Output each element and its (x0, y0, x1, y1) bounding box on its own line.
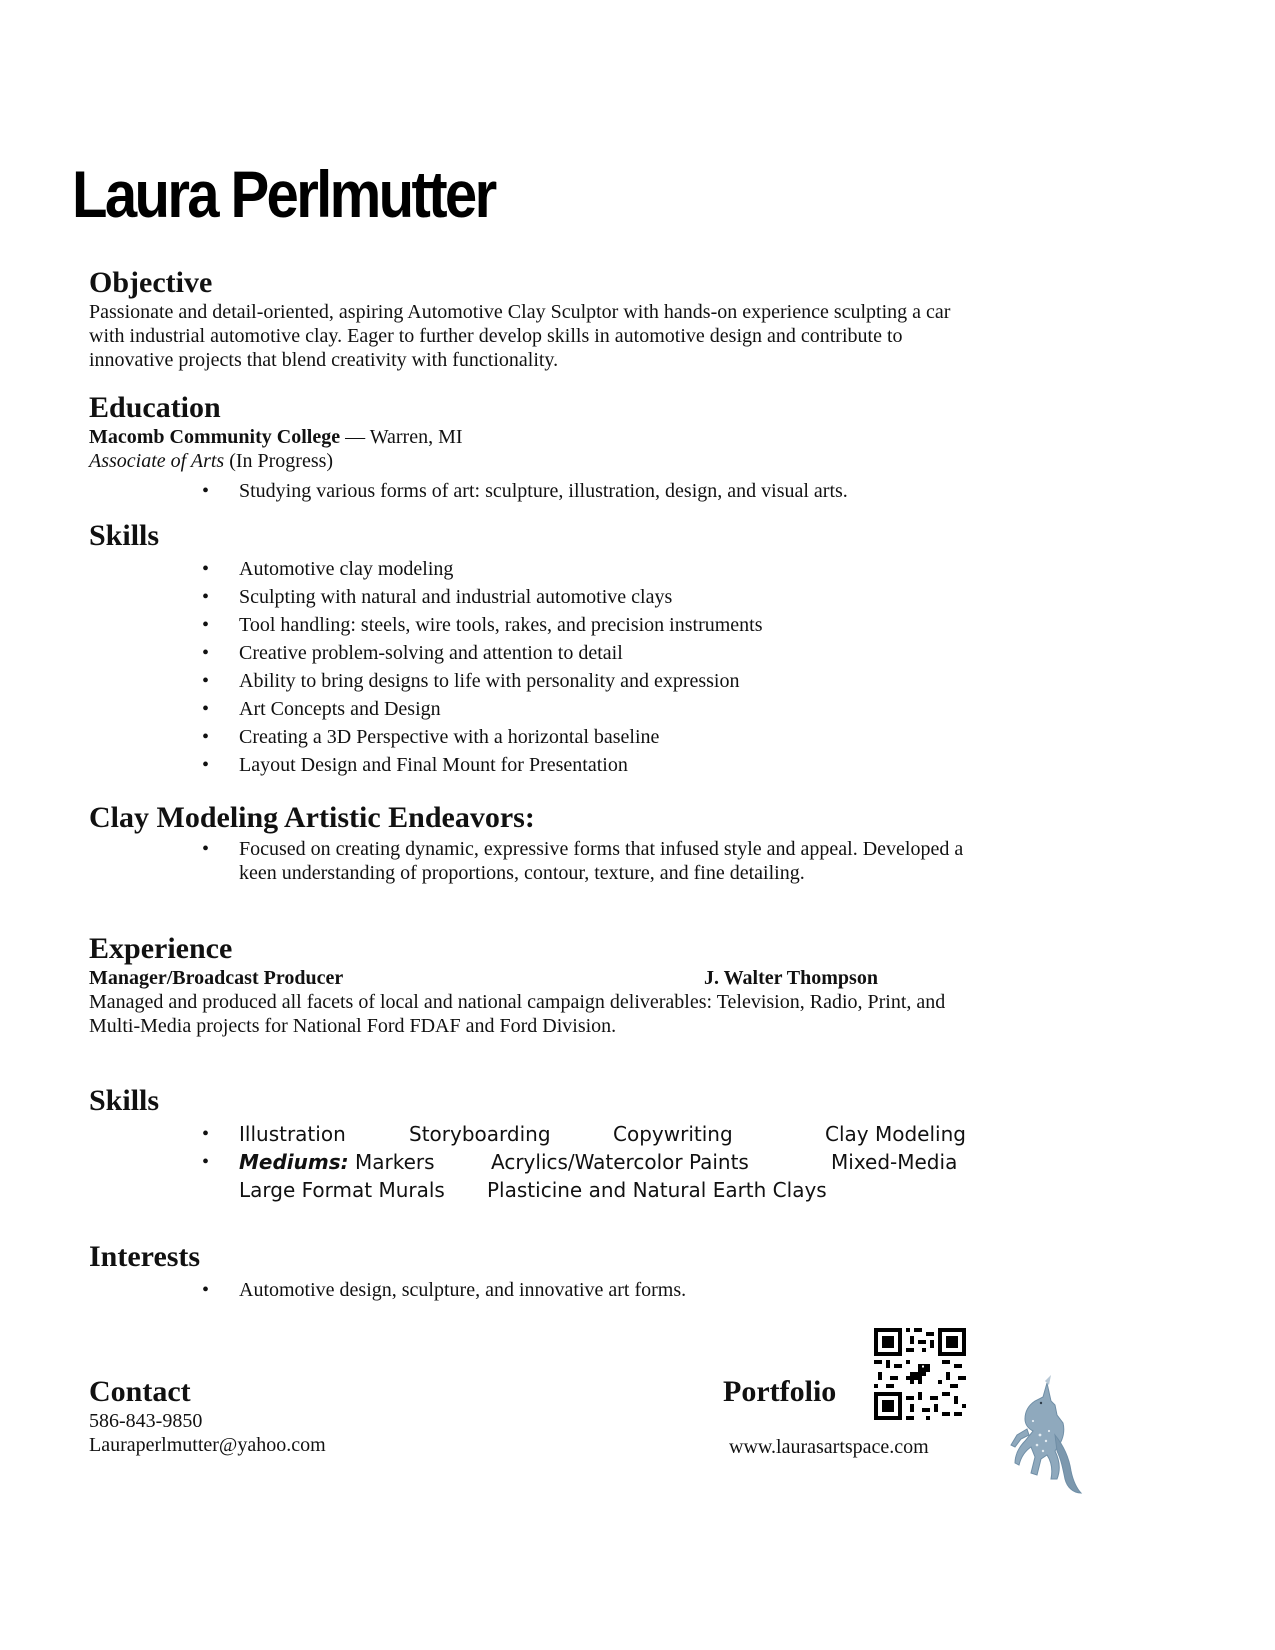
endeavors-line: keen understanding of proportions, contour, texture, and fine detailing. (239, 862, 805, 884)
experience-line: Managed and produced all facets of local and national campaign deliverables: Television, Radio, Print, and (89, 991, 946, 1013)
endeavors-list (89, 837, 1095, 885)
contact-heading: Contact (89, 1375, 191, 1408)
list-item: • Automotive design, sculpture, and innovative art forms. (89, 1276, 1095, 1304)
education-heading: Education (89, 391, 221, 424)
experience-heading: Experience (89, 932, 233, 965)
list-item: • Automotive clay modeling (89, 555, 1095, 583)
list-item: • Layout Design and Final Mount for Presentation (89, 751, 1095, 779)
education-bullets (89, 477, 1095, 505)
interests-section (89, 1240, 1095, 1304)
interests-list (89, 1276, 1095, 1304)
education-degree-line (89, 449, 1095, 473)
skill-tag: Storyboarding (409, 1122, 551, 1146)
skill-tag: Mixed-Media (831, 1150, 958, 1174)
objective-line: with industrial automotive clay. Eager to further develop skills in automotive design and contribute to (89, 325, 903, 347)
unicorn-icon (985, 1375, 1095, 1500)
endeavors-line: Focused on creating dynamic, expressive forms that infused style and appeal. Developed a (239, 838, 964, 860)
list-item: • Sculpting with natural and industrial automotive clays (89, 583, 1095, 611)
skill-tag: Clay Modeling (825, 1122, 966, 1146)
objective-line: innovative projects that blend creativity with functionality. (89, 349, 559, 371)
objective-line: Passionate and detail-oriented, aspiring Automotive Clay Sculptor with hands-on experience sculpting a car (89, 301, 951, 323)
experience-section (89, 932, 1095, 1038)
skill-tag: Markers (354, 1150, 435, 1174)
education-school-line (89, 425, 1095, 449)
list-item: • Creating a 3D Perspective with a horizontal baseline (89, 723, 1095, 751)
experience-line: Multi-Media projects for National Ford FDAF and Ford Division. (89, 1015, 617, 1037)
mediums-label: Mediums: (239, 1150, 349, 1174)
skill-tag: Large Format Murals (239, 1178, 445, 1202)
skills-section (89, 519, 1095, 779)
degree-name: Associate of Arts (89, 450, 225, 472)
objective-heading: Objective (89, 266, 213, 299)
school-location: — Warren, MI (340, 426, 463, 448)
skills2-heading: Skills (89, 1084, 160, 1117)
list-item: • Art Concepts and Design (89, 695, 1095, 723)
list-item: • Studying various forms of art: sculpture, illustration, design, and visual arts. (89, 477, 1095, 505)
skill-tag: Acrylics/Watercolor Paints (491, 1150, 749, 1174)
education-section (89, 391, 1095, 505)
list-item (89, 1148, 1095, 1176)
endeavors-section (89, 801, 1095, 885)
contact-phone: 586-843-9850 (89, 1410, 203, 1432)
mediums-group (239, 1148, 435, 1176)
skills-list (89, 555, 1095, 779)
qr-code-icon[interactable] (874, 1328, 966, 1420)
skill-tag: Copywriting (613, 1122, 733, 1146)
contact-email[interactable]: Lauraperlmutter@yahoo.com (89, 1434, 326, 1456)
list-item (89, 1120, 1095, 1148)
school-name: Macomb Community College (89, 426, 341, 448)
skills2-section (89, 1084, 1095, 1204)
company-name: J. Walter Thompson (704, 967, 878, 989)
skills-heading: Skills (89, 519, 160, 552)
skill-tag: Plasticine and Natural Earth Clays (487, 1178, 827, 1202)
list-item-continued (89, 1176, 1095, 1204)
endeavors-heading: Clay Modeling Artistic Endeavors: (89, 801, 535, 834)
experience-title-row (89, 966, 1095, 990)
list-item: • Ability to bring designs to life with personality and expression (89, 667, 1095, 695)
interests-heading: Interests (89, 1240, 201, 1273)
objective-section (89, 266, 1095, 372)
list-item (89, 837, 1095, 885)
skills2-list (89, 1120, 1095, 1204)
job-title: Manager/Broadcast Producer (89, 967, 344, 989)
skill-tag: • Illustration (239, 1122, 346, 1146)
portfolio-heading: Portfolio (723, 1375, 837, 1408)
degree-status: (In Progress) (224, 450, 334, 472)
portfolio-url[interactable]: www.laurasartspace.com (729, 1436, 929, 1458)
list-item: • Creative problem-solving and attention to detail (89, 639, 1095, 667)
list-item: • Tool handling: steels, wire tools, rakes, and precision instruments (89, 611, 1095, 639)
contact-section (89, 1375, 489, 1457)
resume-name: Laura Perlmutter (72, 157, 495, 231)
